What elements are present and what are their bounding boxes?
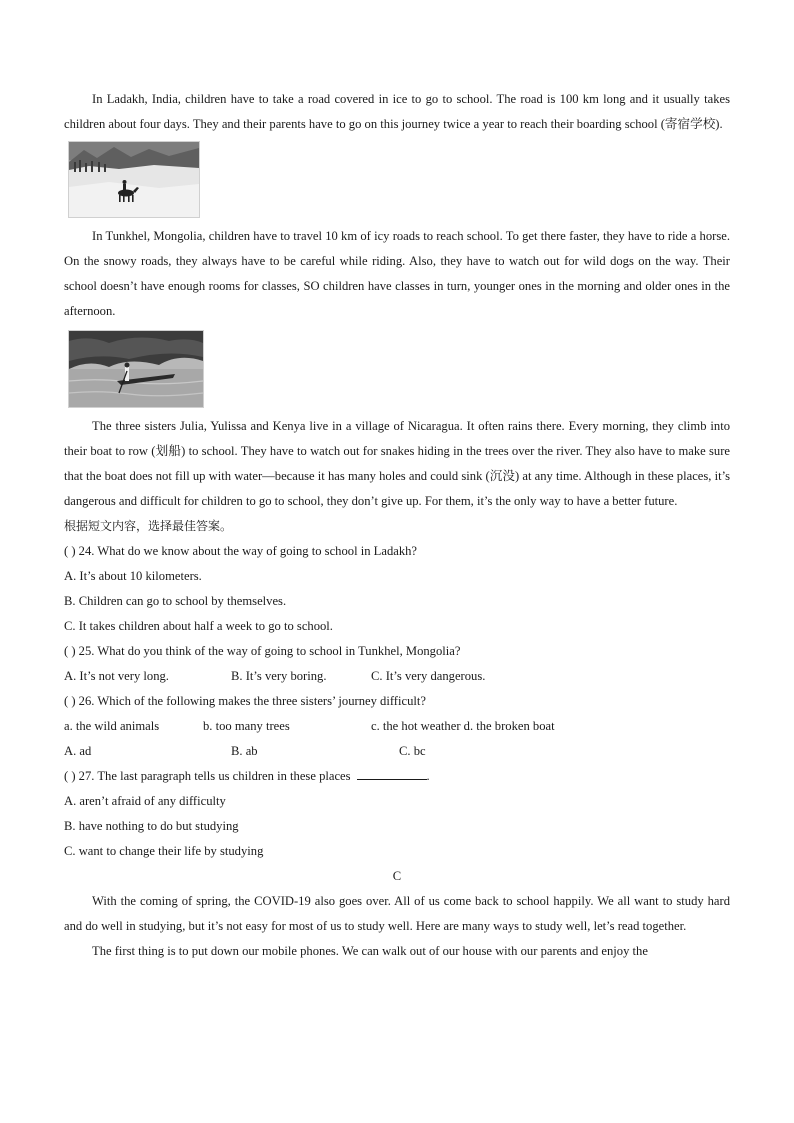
- question-26-option-a[interactable]: A. ad: [64, 744, 92, 758]
- section-c-heading: C: [392, 869, 402, 883]
- question-26-option-b[interactable]: B. ab: [231, 744, 258, 758]
- passage-paragraph-mongolia: In Tunkhel, Mongolia, children have to travel 10 km of icy roads to reach school. To get there faster, they have to ride a horse. On the snowy roads, they always have to be careful while riding. Also, they have to watch out for wild dogs on the way. Their school doesn’t have enough rooms for classes, SO children have classes in turn, younger ones in the morning and older ones in the afternoon.: [64, 229, 730, 318]
- section-c-paragraph-2: The first thing is to put down our mobile phones. We can walk out of our house with our parents and enjoy the: [92, 944, 648, 958]
- question-27-stem: ( ) 27. The last paragraph tells us children in these places: [64, 769, 351, 783]
- question-27-option-b[interactable]: B. have nothing to do but studying: [64, 819, 239, 833]
- question-25-option-c[interactable]: C. It’s very dangerous.: [371, 669, 486, 683]
- question-25-options: [64, 664, 730, 689]
- question-27-answer-blank[interactable]: [357, 765, 427, 780]
- question-26-item-b: b. too many trees: [203, 719, 290, 733]
- question-26-stem: ( ) 26. Which of the following makes the three sisters’ journey difficult?: [64, 694, 426, 708]
- question-26-item-a: a. the wild animals: [64, 719, 160, 733]
- question-24-option-c[interactable]: C. It takes children about half a week to go to school.: [64, 619, 333, 633]
- instruction-text: 根据短文内容，选择最佳答案。: [64, 519, 233, 533]
- question-26-items: [64, 714, 730, 739]
- question-26-item-cd: c. the hot weather d. the broken boat: [371, 719, 555, 733]
- passage-paragraph-ladakh: In Ladakh, India, children have to take a road covered in ice to go to school. The road is 100 km long and it usually takes children about four days. They and their parents have to go on this journey twice a year to reach their boarding school (寄宿学校).: [64, 92, 730, 131]
- question-27-stem-end: .: [426, 769, 430, 783]
- question-27-stem-line: [64, 764, 730, 789]
- section-c-paragraph-1: With the coming of spring, the COVID-19 also goes over. All of us come back to school happily. We all want to study hard and do well in studying, but it’s not easy for most of us to study well. Here are many ways to study well, let’s read together.: [64, 894, 730, 933]
- question-24-option-a[interactable]: A. It’s about 10 kilometers.: [64, 569, 202, 583]
- question-27-option-a[interactable]: A. aren’t afraid of any difficulty: [64, 794, 226, 808]
- question-25-stem: ( ) 25. What do you think of the way of going to school in Tunkhel, Mongolia?: [64, 644, 461, 658]
- question-24-stem: ( ) 24. What do we know about the way of going to school in Ladakh?: [64, 544, 418, 558]
- question-26-options: [64, 739, 730, 764]
- question-25-option-a[interactable]: A. It’s not very long.: [64, 669, 169, 683]
- question-24-option-b[interactable]: B. Children can go to school by themselves.: [64, 594, 287, 608]
- photo-snow-horse-rider: [68, 141, 200, 218]
- question-25-option-b[interactable]: B. It’s very boring.: [231, 669, 327, 683]
- photo-river-boat: [68, 330, 204, 408]
- question-26-option-c[interactable]: C. bc: [399, 744, 426, 758]
- reading-column: [64, 87, 730, 964]
- question-27-option-c[interactable]: C. want to change their life by studying: [64, 844, 264, 858]
- passage-paragraph-nicaragua: The three sisters Julia, Yulissa and Kenya live in a village of Nicaragua. It often rains there. Every morning, they climb into their boat to row (划船) to school. They have to watch out for snakes hiding in the trees over the river. They also have to make sure that the boat does not fill up with water—because it has many holes and could sink (沉没) at any time. Although in these places, it’s dangerous and difficult for children to go to school, they don’t give up. For them, it’s the only way to have a better future.: [64, 419, 730, 508]
